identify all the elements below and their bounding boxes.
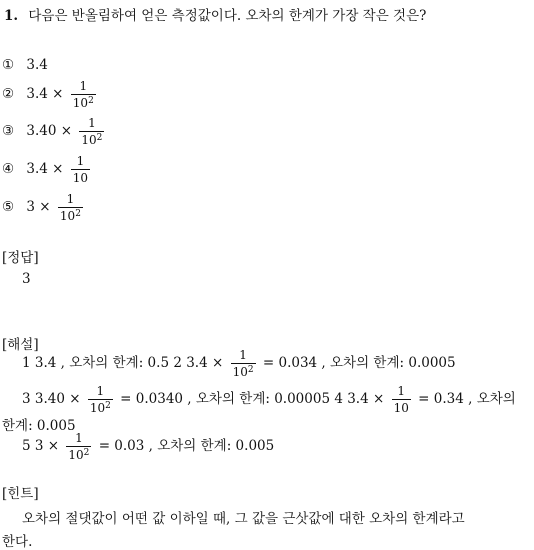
explanation-line-2: 3 3.40 × $\frac{1}{10^2}$ = 0.0340 , 오차의 한계: 0.00005 4 3.4 × $\frac{1}{10}$ = 0.34 , 오차의	[22, 384, 516, 415]
option-marker: ⑤	[2, 199, 15, 215]
option-value: 3 ×	[26, 199, 51, 215]
fraction-denominator: $10^2$	[72, 96, 94, 110]
fraction-numerator: 1	[88, 116, 96, 130]
option-marker: ①	[2, 57, 15, 73]
explanation-fraction: $\frac{1}{10^2}$	[232, 348, 254, 379]
explanation-line-3: 한계: 0.005	[2, 418, 76, 434]
fraction-denominator: $10^2$	[59, 209, 81, 223]
question-number: 1.	[4, 8, 19, 24]
option-fraction	[79, 117, 104, 146]
option-value: 3.4	[26, 57, 48, 73]
hint-line-1: 오차의 절댓값이 어떤 값 이하일 때, 그 값을 근삿값에 대한 오차의 한계라고	[22, 511, 465, 527]
option-value: 3.40 ×	[26, 123, 73, 139]
option-1[interactable]	[2, 57, 48, 73]
option-fraction	[71, 155, 90, 184]
fraction-denominator: 10	[72, 171, 89, 185]
question-header	[4, 4, 426, 24]
fraction-numerator: 1	[76, 154, 85, 168]
option-2[interactable]	[2, 80, 99, 109]
option-4[interactable]	[2, 155, 93, 184]
answer-heading: [정답]	[2, 250, 39, 266]
answer-value: 3	[22, 271, 31, 287]
option-marker: ②	[2, 86, 15, 102]
explanation-line-4: 5 3 × $\frac{1}{10^2}$ = 0.03 , 오차의 한계: 0.005	[22, 431, 275, 462]
hint-heading: [힌트]	[2, 486, 39, 502]
explanation-line-1: 1 3.4 , 오차의 한계: 0.5 2 3.4 × $\frac{1}{10^2}$ = 0.034 , 오차의 한계: 0.0005	[22, 348, 456, 379]
option-value: 3.4 ×	[26, 86, 64, 102]
option-fraction	[71, 80, 96, 109]
fraction-numerator: 1	[66, 192, 75, 206]
option-marker: ③	[2, 123, 15, 139]
option-fraction	[58, 193, 83, 222]
option-value: 3.4 ×	[26, 161, 64, 177]
explanation-heading: [해설]	[2, 337, 39, 353]
hint-line-2: 한다.	[2, 534, 33, 550]
explanation-fraction: $\frac{1}{10^2}$	[89, 384, 111, 415]
fraction-denominator: $10^2$	[81, 133, 103, 147]
explanation-fraction: $\frac{1}{10}$	[393, 384, 409, 415]
option-3[interactable]	[2, 117, 107, 146]
option-5[interactable]	[2, 193, 86, 222]
question-text: 다음은 반올림하여 얻은 측정값이다. 오차의 한계가 가장 작은 것은?	[28, 8, 427, 24]
fraction-numerator: 1	[79, 79, 88, 93]
option-marker: ④	[2, 161, 15, 177]
explanation-fraction: $\frac{1}{10^2}$	[68, 431, 90, 462]
